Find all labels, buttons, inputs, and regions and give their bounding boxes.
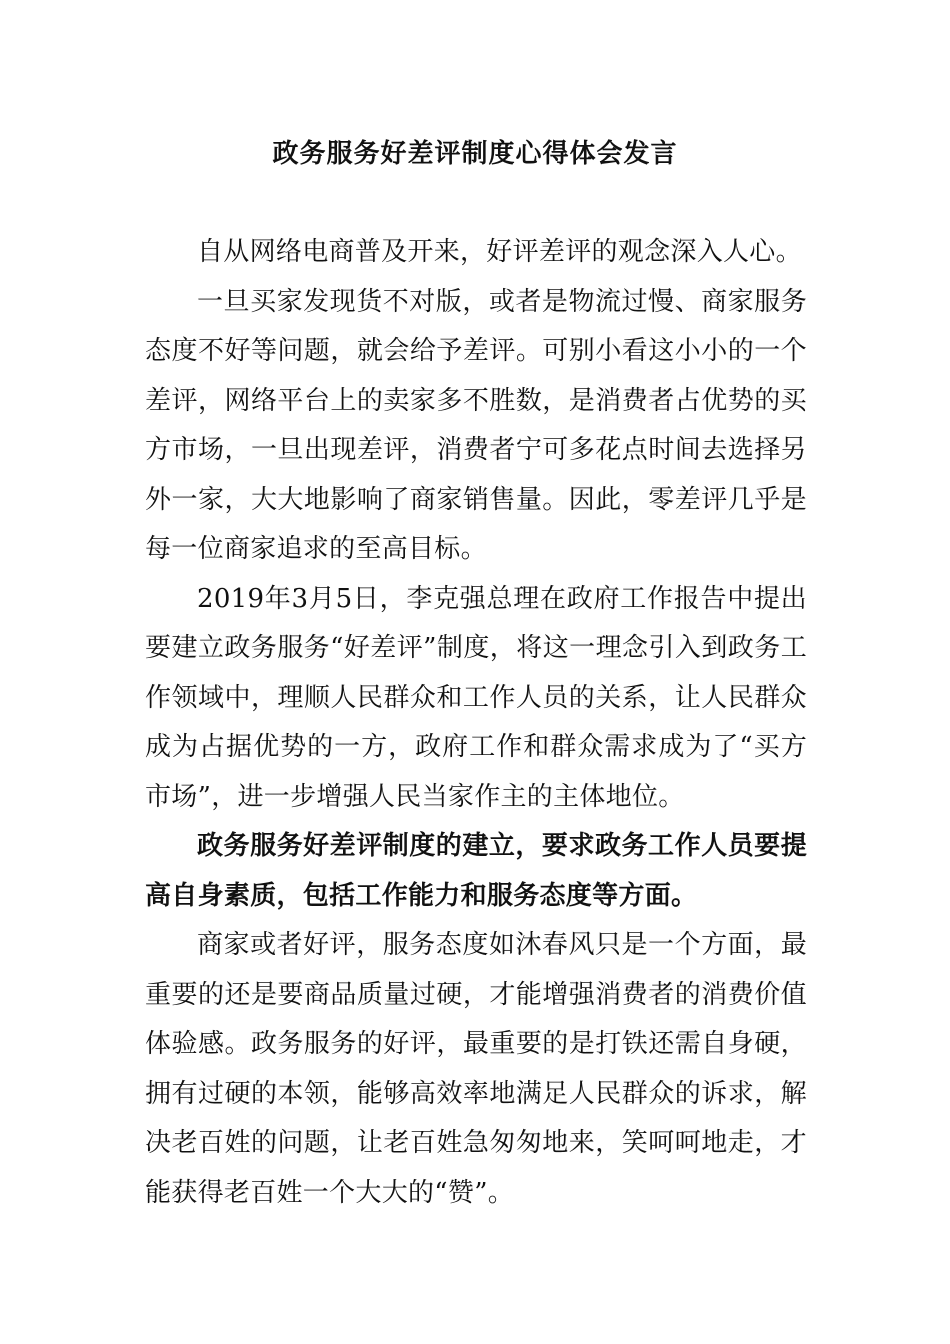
paragraph-government-report: 2019年3月5日，李克强总理在政府工作报告中提出要建立政务服务“好差评”制度，将这一理念引入到政务工作领域中，理顺人民群众和工作人员的关系，让人民群众成为占据优势的一方，政府工作和群众需求成为了“买方市场”，进一步增强人民当家作主的主体地位。: [145, 583, 807, 812]
document-body: [145, 228, 807, 1218]
paragraph-key-point: 政务服务好差评制度的建立，要求政务工作人员要提高自身素质，包括工作能力和服务态度等方面。: [145, 831, 807, 911]
paragraph-service-quality: 商家或者好评，服务态度如沐春风只是一个方面，最重要的还是要商品质量过硬，才能增强消费者的消费价值体验感。政务服务的好评，最重要的是打铁还需自身硬，拥有过硬的本领，能够高效率地满足人民群众的诉求，解决老百姓的问题，让老百姓急匆匆地来，笑呵呵地走，才能获得老百姓一个大大的“赞”。: [145, 930, 807, 1208]
document-title: 政务服务好差评制度心得体会发言: [272, 139, 678, 169]
paragraph-intro: 自从网络电商普及开来，好评差评的观念深入人心。: [197, 237, 802, 267]
paragraph-bad-review: 一旦买家发现货不对版，或者是物流过慢、商家服务态度不好等问题，就会给予差评。可别小看这小小的一个差评，网络平台上的卖家多不胜数，是消费者占优势的买方市场，一旦出现差评，消费者宁可多花点时间去选择另外一家，大大地影响了商家销售量。因此，零差评几乎是每一位商家追求的至高目标。: [145, 286, 807, 564]
